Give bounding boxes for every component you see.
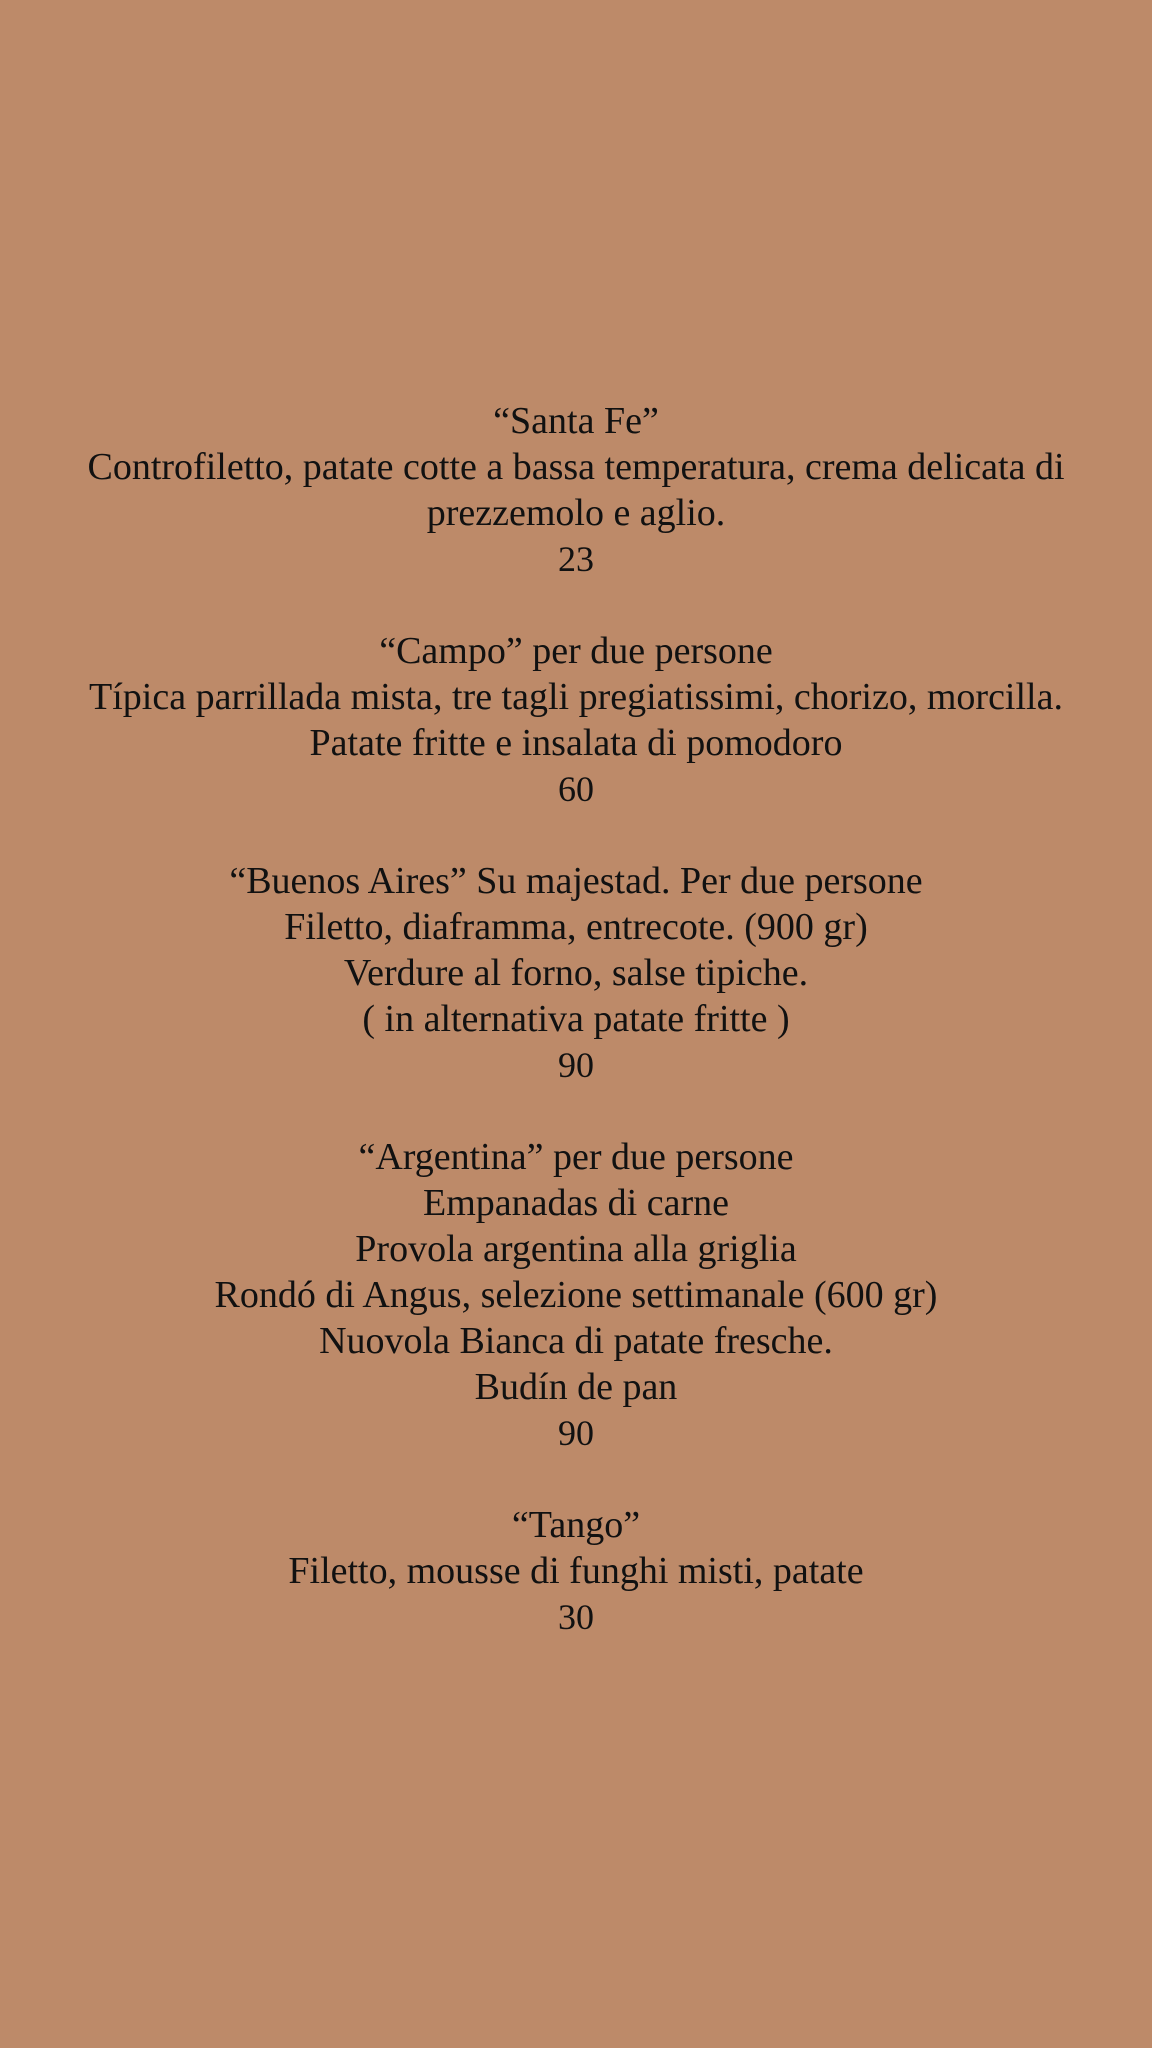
dish-title: “Campo” per due persone [379,630,773,672]
dish-title: “Santa Fe” [493,400,659,442]
dish-description: Nuovola Bianca di patate fresche. [319,1320,833,1362]
dish-description: Empanadas di carne [423,1182,729,1224]
dish-price: 90 [558,1045,594,1085]
dish-description: Filetto, diaframma, entrecote. (900 gr) [284,906,868,948]
dish-description: Controfiletto, patate cotte a bassa temperatura, crema delicata di [87,446,1065,488]
dish-tango [0,1502,1152,1640]
dish-title: “Buenos Aires” Su majestad. Per due persone [229,860,923,902]
dish-argentina [0,1134,1152,1456]
dish-description: Budín de pan [474,1366,678,1408]
dish-title: “Tango” [511,1504,641,1546]
dish-description: Patate fritte e insalata di pomodoro [309,722,843,764]
dish-title: “Argentina” per due persone [358,1136,794,1178]
menu-list [0,398,1152,1686]
dish-description: Típica parrillada mista, tre tagli pregiatissimi, chorizo, morcilla. [89,676,1063,718]
dish-price: 30 [558,1597,594,1637]
dish-campo [0,628,1152,812]
dish-description: Verdure al forno, salse tipiche. [343,952,809,994]
dish-santa-fe [0,398,1152,582]
dish-description: Provola argentina alla griglia [355,1228,797,1270]
dish-description: prezzemolo e aglio. [426,492,726,534]
dish-description: Filetto, mousse di funghi misti, patate [288,1550,864,1592]
dish-price: 60 [558,769,594,809]
dish-description: Rondó di Angus, selezione settimanale (600 gr) [214,1274,938,1316]
dish-description: ( in alternativa patate fritte ) [362,998,790,1040]
dish-price: 23 [558,539,594,579]
dish-buenos-aires [0,858,1152,1088]
dish-price: 90 [558,1413,594,1453]
